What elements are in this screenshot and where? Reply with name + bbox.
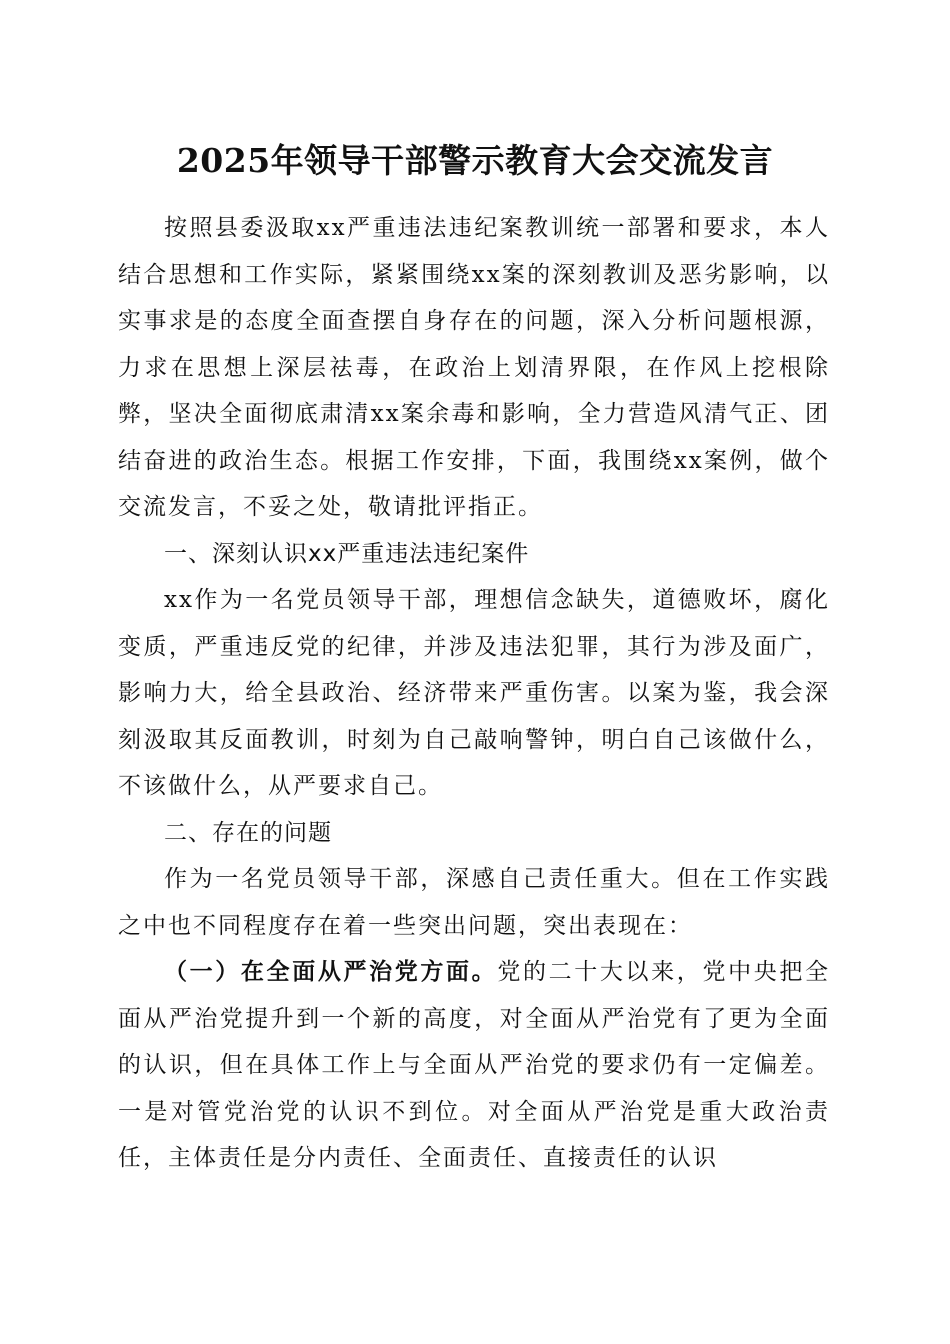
subsection-1-paragraph <box>118 949 830 1182</box>
subsection-1-text: 党的二十大以来，党中央把全面从严治党提升到一个新的高度，对全面从严治党有了更为全面的认识，但在具体工作上与全面从严治党的要求仍有一定偏差。一是对管党治党的认识不到位。对全面从严治党是重大政治责任，主体责任是分内责任、全面责任、直接责任的认识 <box>118 959 831 1171</box>
section-2-paragraph: 作为一名党员领导干部，深感自己责任重大。但在工作实践之中也不同程度存在着一些突出问题，突出表现在： <box>118 866 830 939</box>
document-body <box>118 205 830 1182</box>
subsection-1-heading: （一）在全面从严治党方面。 <box>164 958 498 985</box>
section-2-heading: 二、存在的问题 <box>164 819 332 846</box>
section-1-paragraph: xx作为一名党员领导干部，理想信念缺失，道德败坏，腐化变质，严重违反党的纪律，并涉及违法犯罪，其行为涉及面广，影响力大，给全县政治、经济带来严重伤害。以案为鉴，我会深刻汲取其反面教训，时刻为自己敲响警钟，明白自己该做什么，不该做什么，从严要求自己。 <box>118 587 830 799</box>
intro-paragraph: 按照县委汲取xx严重违法违纪案教训统一部署和要求，本人结合思想和工作实际，紧紧围绕xx案的深刻教训及恶劣影响，以实事求是的态度全面查摆自身存在的问题，深入分析问题根源，力求在思想上深层祛毒，在政治上划清界限，在作风上挖根除弊，坚决全面彻底肃清xx案余毒和影响，全力营造风清气正、团结奋进的政治生态。根据工作安排，下面，我围绕xx案例，做个交流发言，不妥之处，敬请批评指正。 <box>118 215 830 520</box>
section-1-heading: 一、深刻认识xx严重违法违纪案件 <box>164 540 530 567</box>
document-title: 2025年领导干部警示教育大会交流发言 <box>176 141 774 180</box>
